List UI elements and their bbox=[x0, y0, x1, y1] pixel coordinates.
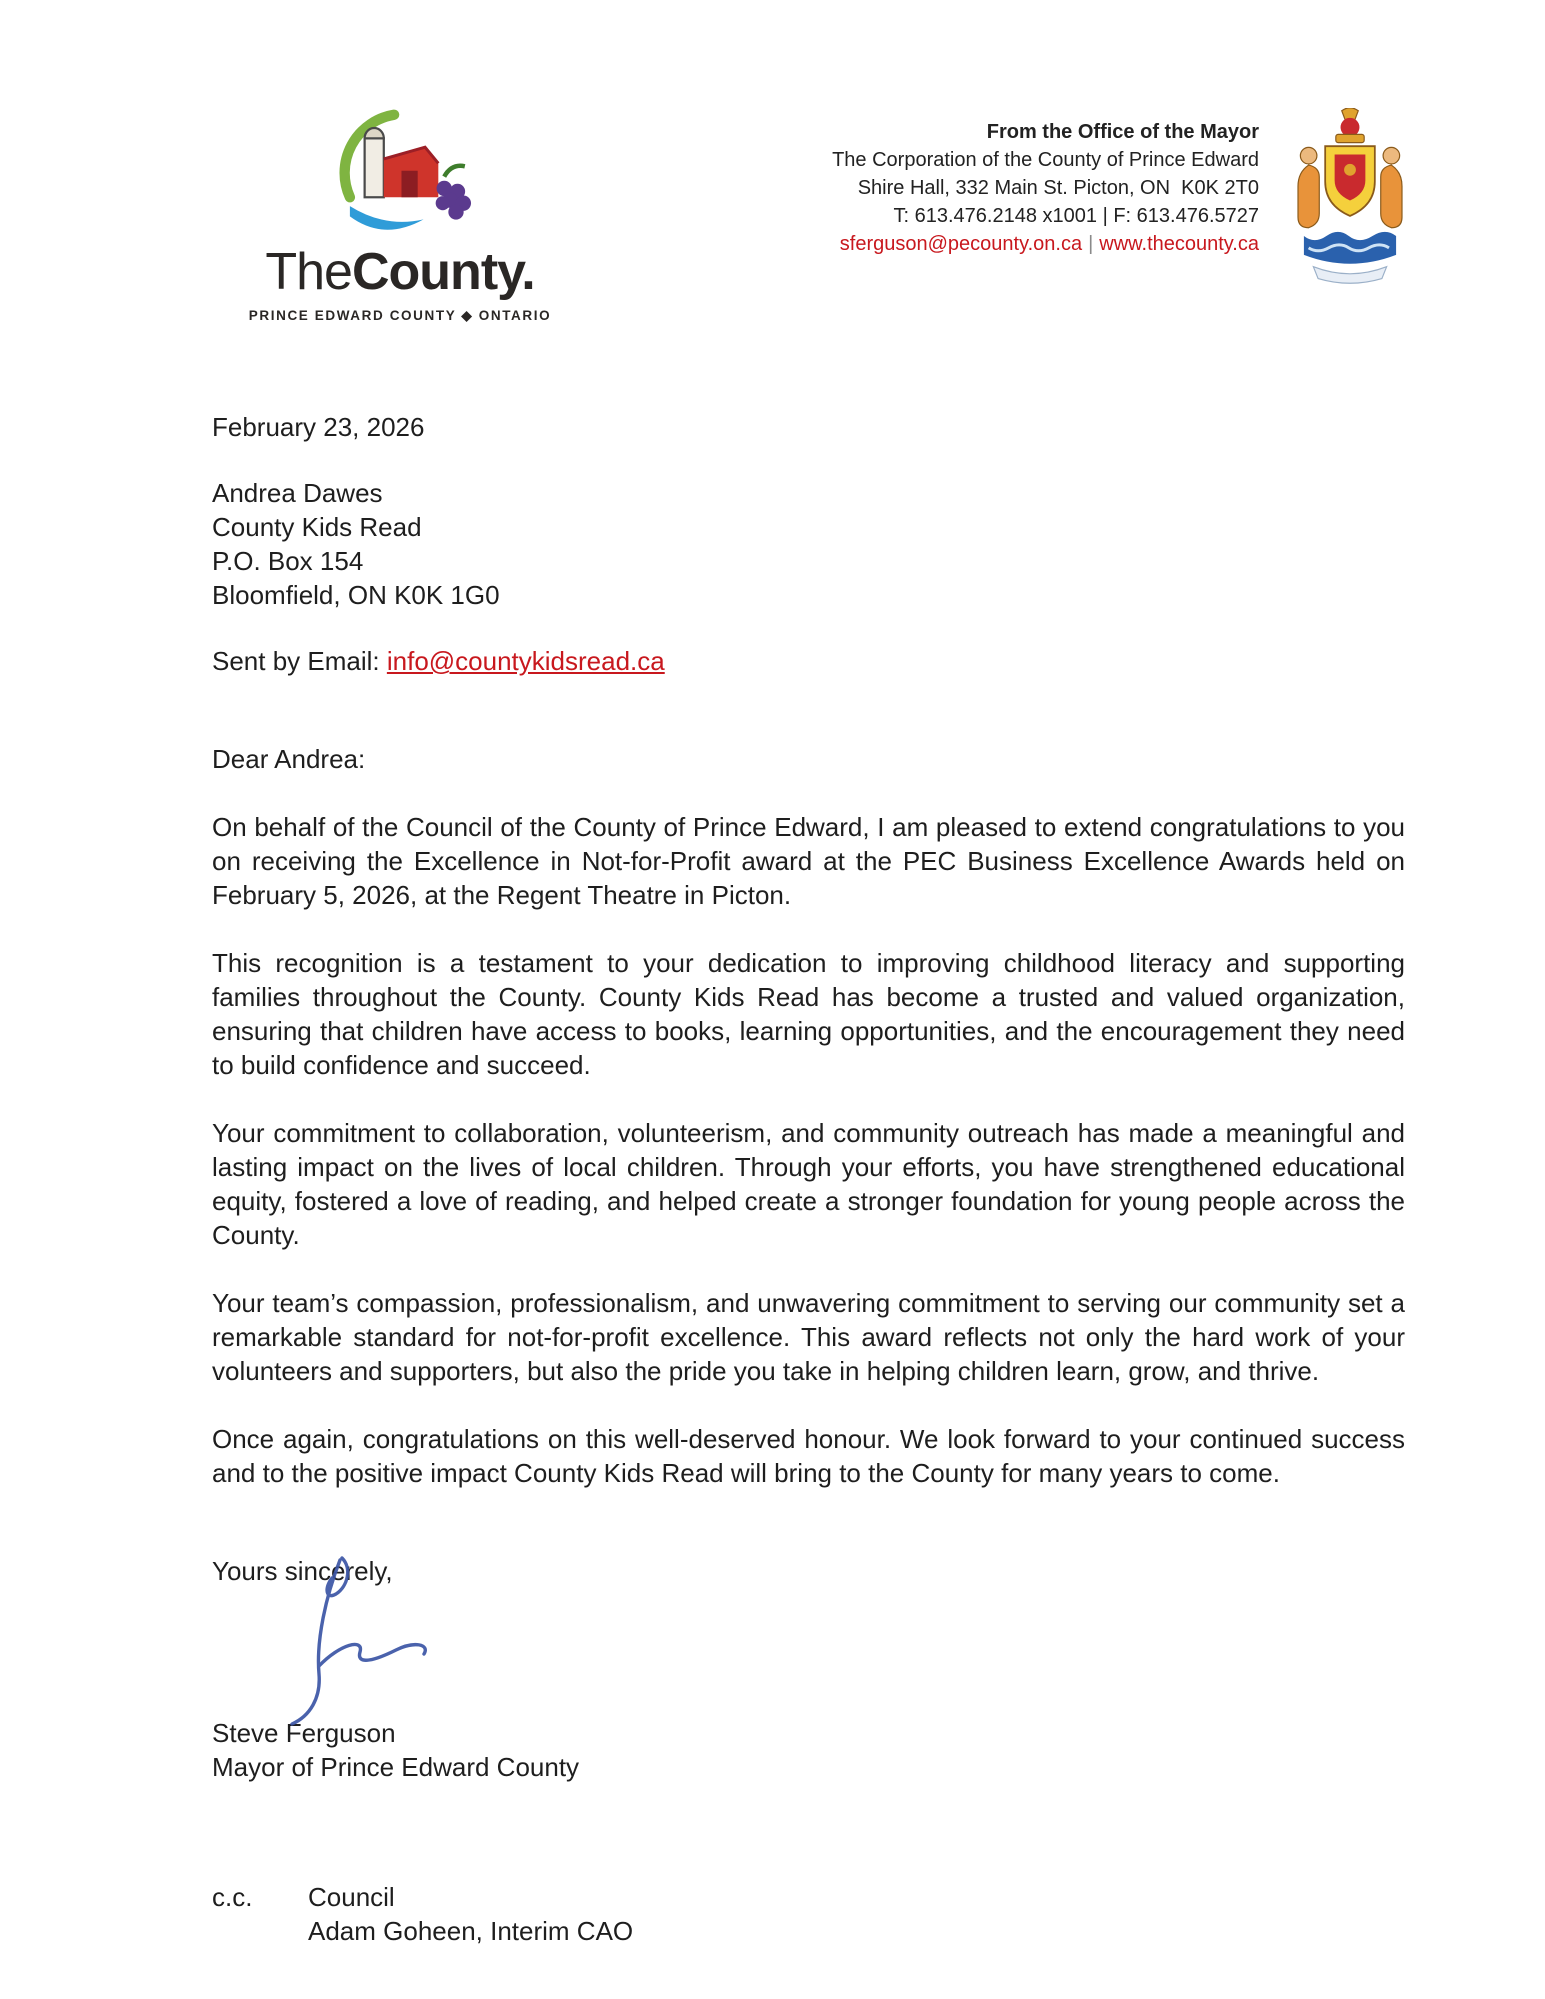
sent-by-line bbox=[212, 644, 1405, 678]
body-paragraph-4: Your team’s compassion, professionalism, and unwavering commitment to serving our community set a remarkable standard for not-for-profit excellence. This award reflects not only the hard work of your volunteers and supporters, but also the pride you take in helping children learn, grow, and thrive. bbox=[212, 1288, 1405, 1386]
logo-wordmark bbox=[235, 243, 565, 301]
office-links bbox=[832, 230, 1259, 258]
logo-word-the: The bbox=[265, 243, 352, 301]
body-paragraph-1: On behalf of the Council of the County of Prince Edward, I am pleased to extend congratulations to you on receiving the Excellence in Not-for-Profit award at the PEC Business Excellence Awards held on February 5, 2026, at the Regent Theatre in Picton. bbox=[212, 812, 1405, 910]
cc-lines bbox=[308, 1880, 633, 1948]
cc-block bbox=[212, 1880, 1405, 1948]
logo-subtitle: PRINCE EDWARD COUNTY ◆ ONTARIO bbox=[248, 308, 552, 323]
cc-line-council: Council bbox=[308, 1882, 395, 1912]
letter-body bbox=[0, 410, 1545, 1948]
signatory-title: Mayor of Prince Edward County bbox=[212, 1752, 580, 1782]
county-logo-icon bbox=[310, 100, 490, 240]
county-website-link[interactable]: www.thecounty.ca bbox=[1099, 233, 1259, 255]
body-paragraph-5: Once again, congratulations on this well-deserved honour. We look forward to your continued success and to the positive impact County Kids Read will bring to the County for many years to come. bbox=[212, 1424, 1405, 1488]
office-phone-fax: T: 613.476.2148 x1001 | F: 613.476.5727 bbox=[893, 205, 1259, 227]
office-corporation: The Corporation of the County of Prince Edward bbox=[832, 149, 1259, 171]
cc-label: c.c. bbox=[212, 1882, 253, 1912]
closing: Yours sincerely, bbox=[212, 1556, 393, 1586]
salutation: Dear Andrea: bbox=[212, 744, 366, 774]
letter-date: February 23, 2026 bbox=[212, 412, 425, 442]
office-address: Shire Hall, 332 Main St. Picton, ON K0K 2T0 bbox=[857, 177, 1259, 199]
cc-line-cao: Adam Goheen, Interim CAO bbox=[308, 1916, 634, 1946]
office-block bbox=[832, 100, 1259, 258]
body-paragraph-2: This recognition is a testament to your dedication to improving childhood literacy and supporting families throughout the County. County Kids Read has become a trusted and valued organization, ensuring that children have access to books, learning opportunities, and the encouragement they need to build confidence and succeed. bbox=[212, 948, 1405, 1080]
mayor-email-link[interactable]: sferguson@pecounty.on.ca bbox=[839, 233, 1083, 255]
body-paragraph-3: Your commitment to collaboration, volunteerism, and community outreach has made a meaningful and lasting impact on the lives of local children. Through your efforts, you have strengthened educational equity, fostered a love of reading, and helped create a stronger foundation for young people across the County. bbox=[212, 1118, 1405, 1250]
recipient-address-line2: Bloomfield, ON K0K 1G0 bbox=[212, 580, 500, 610]
signatory-name: Steve Ferguson bbox=[212, 1718, 396, 1748]
recipient-name: Andrea Dawes bbox=[212, 478, 383, 508]
recipient-address-line1: P.O. Box 154 bbox=[212, 546, 364, 576]
recipient-email-link[interactable]: info@countykidsread.ca bbox=[386, 646, 665, 676]
letterhead bbox=[0, 0, 1545, 324]
office-title: From the Office of the Mayor bbox=[986, 121, 1259, 143]
recipient-address bbox=[212, 476, 1405, 612]
logo-word-county: County. bbox=[351, 243, 535, 301]
signature-block bbox=[212, 1716, 1405, 1784]
sent-by-label: Sent by Email: bbox=[212, 646, 387, 676]
recipient-org: County Kids Read bbox=[212, 512, 422, 542]
county-logo bbox=[235, 100, 565, 324]
coat-of-arms-icon bbox=[1285, 108, 1415, 286]
link-separator: | bbox=[1088, 233, 1094, 255]
